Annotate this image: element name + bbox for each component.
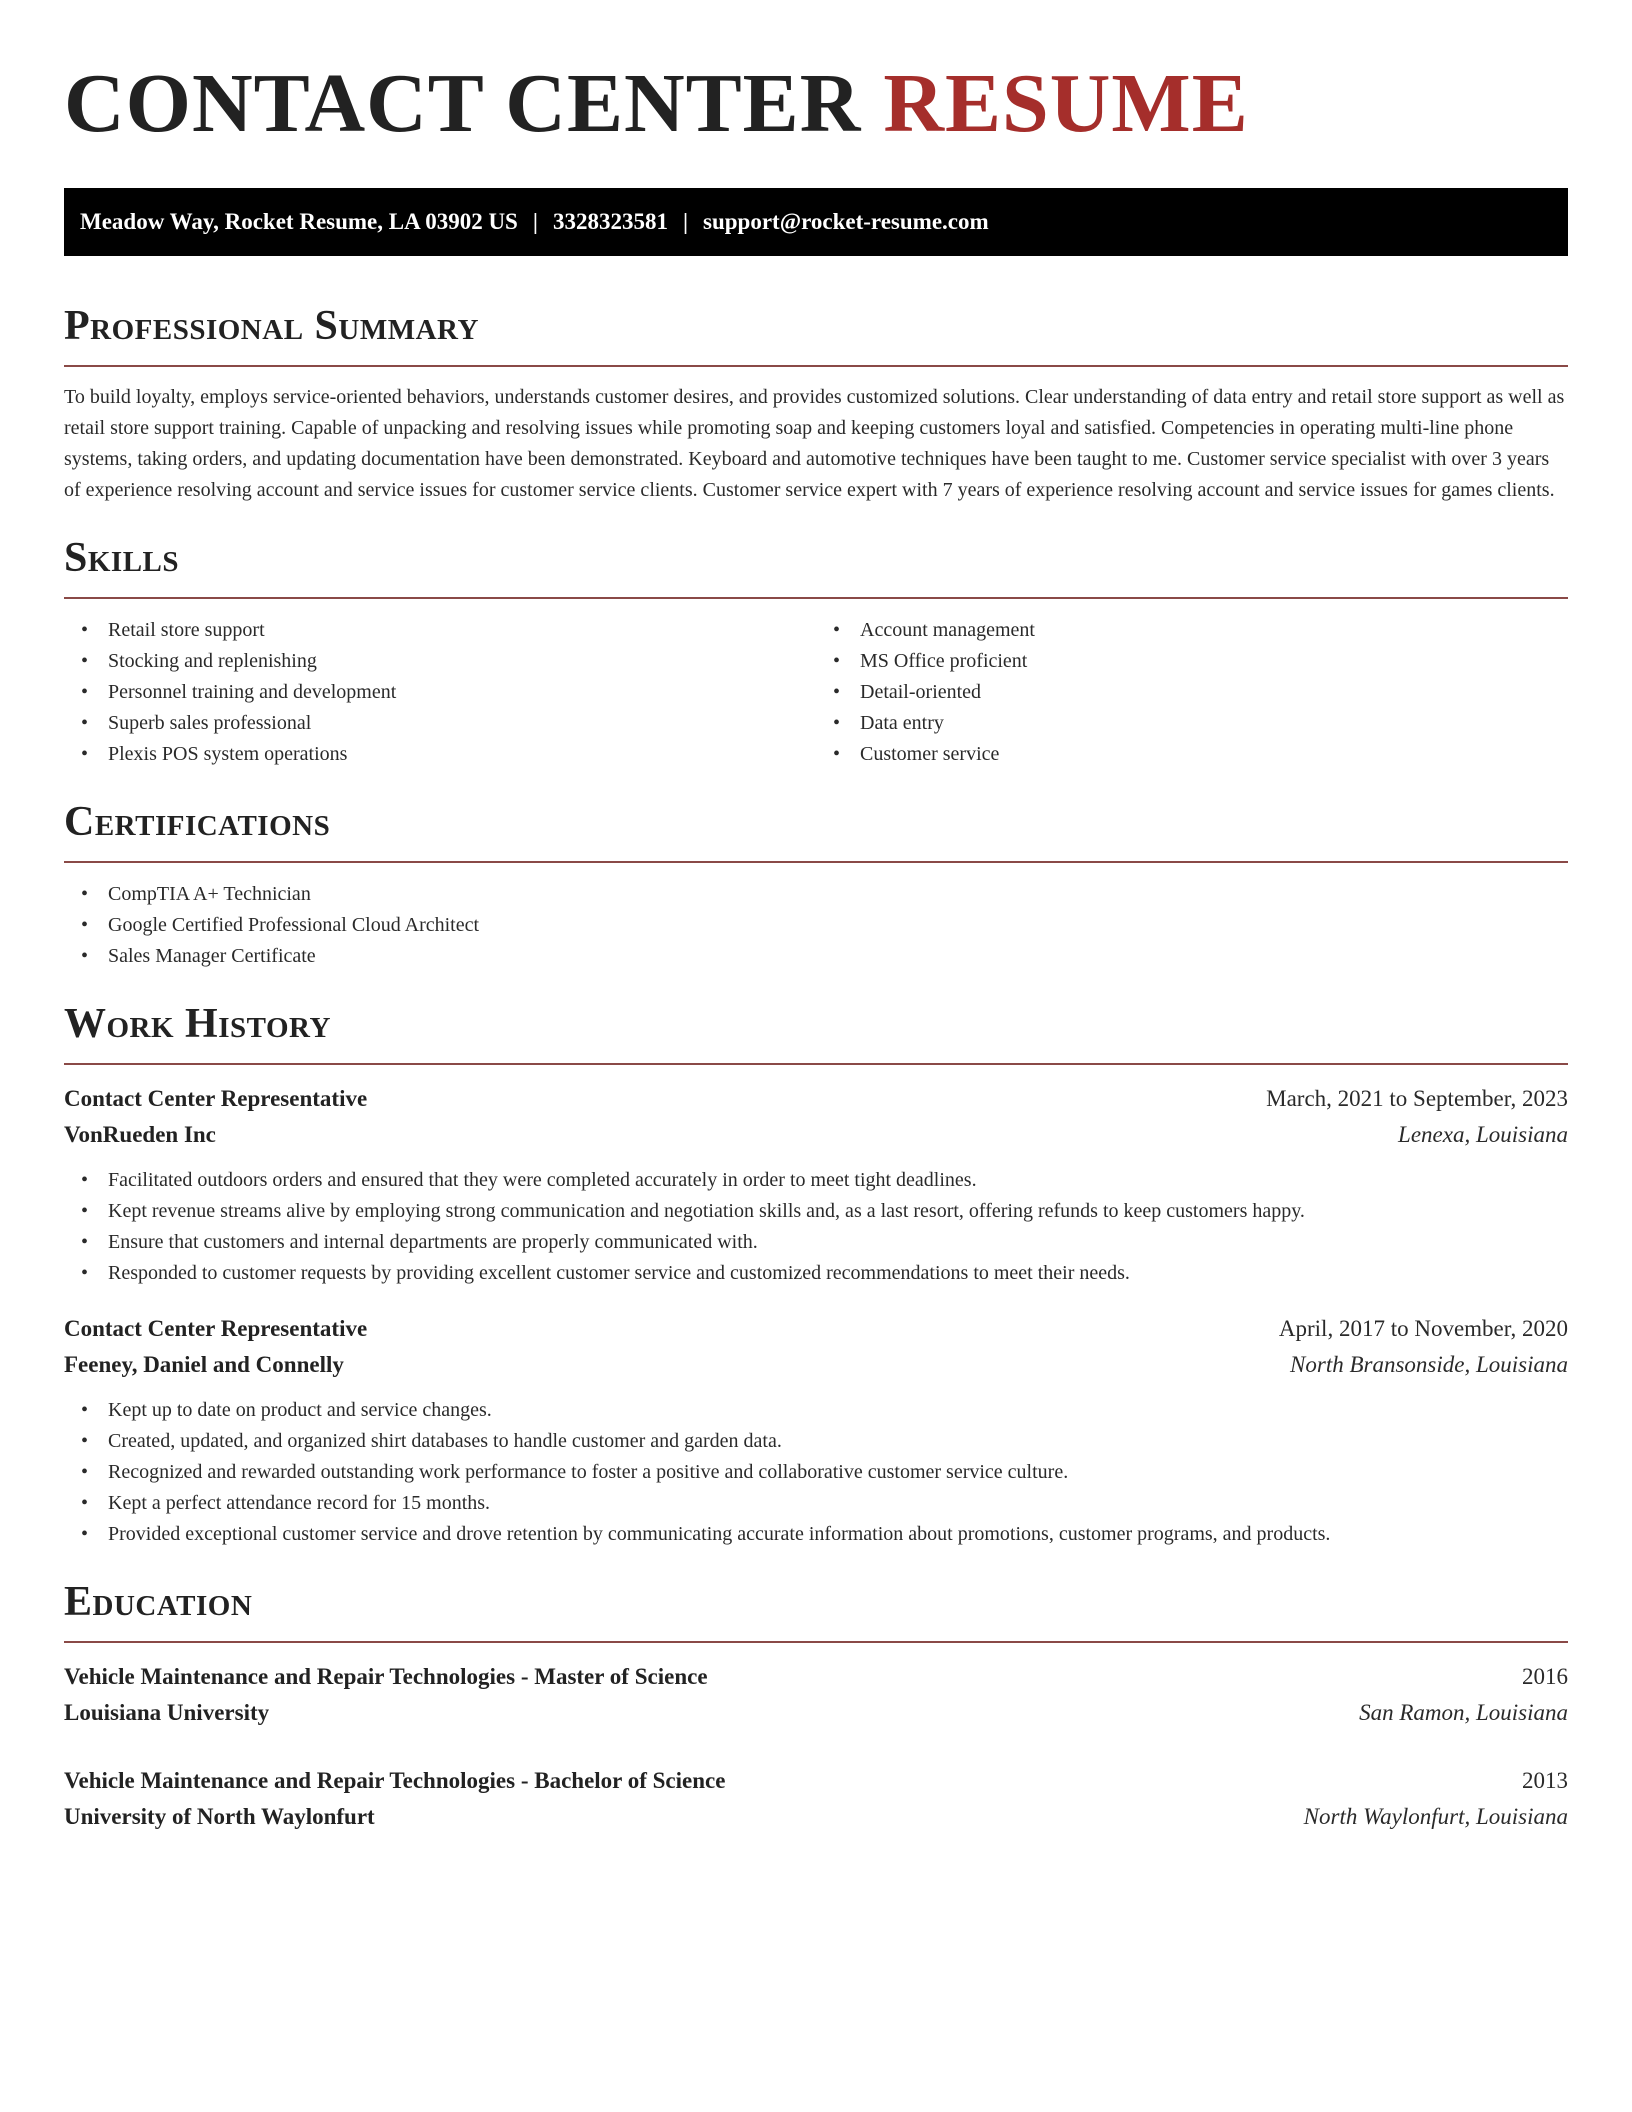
contact-email: support@rocket-resume.com [703,209,989,234]
education-section [64,1577,1568,1835]
skill-item: • Account management [860,615,1568,646]
section-divider [64,861,1568,863]
skills-grid [64,615,1568,770]
job-title: Contact Center Representative [64,1316,368,1341]
contact-separator: | [682,209,689,234]
education-degree-row [64,1659,1568,1695]
contact-phone: 3328323581 [552,209,668,234]
job-bullet-list [64,1395,1568,1550]
skills-list-left [64,615,816,770]
title-main: CONTACT CENTER [64,57,862,150]
skill-item: • Data entry [860,708,1568,739]
section-divider [64,1641,1568,1643]
skill-item: • Detail-oriented [860,677,1568,708]
contact-separator: | [532,209,538,234]
job-title: Contact Center Representative [64,1086,368,1111]
job-bullet: • Provided exceptional customer service and drove retention by communicating accurate information about promotions, customer programs, and products. [108,1519,1568,1550]
skill-item: • Retail store support [108,615,816,646]
job-bullet: • Kept a perfect attendance record for 15 months. [108,1488,1568,1519]
summary-section [64,301,1568,506]
education-location: North Waylonfurt, Louisiana [1303,1804,1568,1829]
job-header-row [64,1311,1568,1347]
skill-item: • Superb sales professional [108,708,816,739]
job-bullet: • Responded to customer requests by providing excellent customer service and customized recommendations to meet their needs. [108,1258,1568,1289]
section-divider [64,1063,1568,1065]
job-company: VonRueden Inc [64,1122,216,1147]
skill-item: • Plexis POS system operations [108,739,816,770]
job-company-row [64,1117,1568,1153]
education-location: San Ramon, Louisiana [1359,1700,1568,1725]
education-entry [64,1659,1568,1731]
job-bullet: • Facilitated outdoors orders and ensured that they were completed accurately in order to meet tight deadlines. [108,1165,1568,1196]
education-school-row [64,1695,1568,1731]
summary-text: To build loyalty, employs service-oriented behaviors, understands customer desires, and provides customized solutions. Clear understanding of data entry and retail store support as well as retail store support training. Capable of unpacking and resolving issues while promoting soap and keeping customers loyal and satisfied. Competencies in operating multi-line phone systems, taking orders, and updating documentation have been demonstrated. Keyboard and automotive techniques have been taught to me. Customer service specialist with over 3 years of experience resolving account and service issues for customer service clients. Customer service expert with 7 years of experience resolving account and service issues for games clients. [64,386,1565,501]
job-bullet: • Kept revenue streams alive by employing strong communication and negotiation skills and, as a last resort, offering refunds to keep customers happy. [108,1196,1568,1227]
skills-section [64,533,1568,770]
education-degree: Vehicle Maintenance and Repair Technologies - Master of Science [64,1664,708,1689]
certification-item: • Google Certified Professional Cloud Architect [108,910,1568,941]
contact-address: Meadow Way, Rocket Resume, LA 03902 US [80,209,518,234]
job-bullet: • Created, updated, and organized shirt databases to handle customer and garden data. [108,1426,1568,1457]
job-location: North Bransonside, Louisiana [1290,1352,1568,1377]
section-heading-education: Education [64,1579,253,1625]
skill-item: • MS Office proficient [860,646,1568,677]
education-school: University of North Waylonfurt [64,1804,375,1829]
job-dates: April, 2017 to November, 2020 [1278,1316,1568,1341]
education-entry [64,1763,1568,1835]
education-school: Louisiana University [64,1700,270,1725]
skills-column-right [816,615,1568,770]
section-divider [64,365,1568,367]
section-divider [64,597,1568,599]
skill-item: • Customer service [860,739,1568,770]
job-company: Feeney, Daniel and Connelly [64,1352,344,1377]
education-year: 2016 [1522,1664,1568,1689]
skill-item: • Stocking and replenishing [108,646,816,677]
section-heading-summary: Professional Summary [64,303,479,349]
skills-column-left [64,615,816,770]
job-header-row [64,1081,1568,1117]
section-heading-work-history: Work History [64,1001,331,1047]
certifications-list [64,879,1568,972]
certification-item: • CompTIA A+ Technician [108,879,1568,910]
resume-title [64,58,1568,150]
education-school-row [64,1799,1568,1835]
education-degree: Vehicle Maintenance and Repair Technologies - Bachelor of Science [64,1768,726,1793]
certifications-section [64,797,1568,972]
job-dates: March, 2021 to September, 2023 [1266,1086,1568,1111]
job-company-row [64,1347,1568,1383]
section-heading-certifications: Certifications [64,799,331,845]
contact-bar [64,188,1568,256]
job-bullet: • Ensure that customers and internal departments are properly communicated with. [108,1227,1568,1258]
job-bullet: • Kept up to date on product and service changes. [108,1395,1568,1426]
job-entry [64,1081,1568,1289]
skills-list-right [816,615,1568,770]
education-degree-row [64,1763,1568,1799]
job-bullet-list [64,1165,1568,1289]
education-year: 2013 [1522,1768,1568,1793]
job-bullet: • Recognized and rewarded outstanding work performance to foster a positive and collaborative customer service culture. [108,1457,1568,1488]
skill-item: • Personnel training and development [108,677,816,708]
title-accent: RESUME [883,57,1249,150]
work-history-section [64,999,1568,1550]
job-location: Lenexa, Louisiana [1398,1122,1568,1147]
certification-item: • Sales Manager Certificate [108,941,1568,972]
section-heading-skills: Skills [64,535,180,581]
job-entry [64,1311,1568,1550]
